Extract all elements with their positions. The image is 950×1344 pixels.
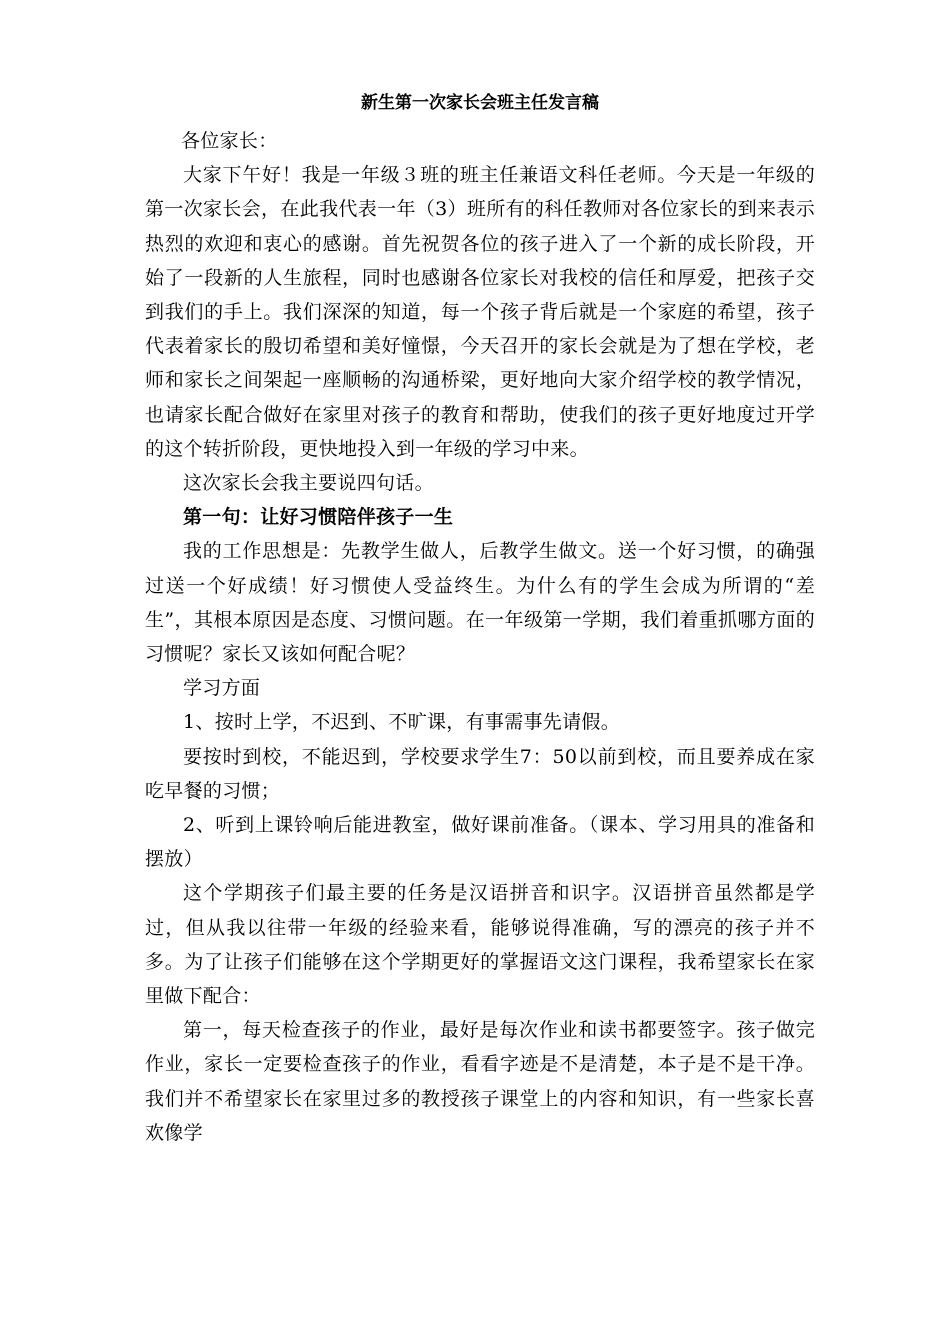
paragraph-homework: 第一，每天检查孩子的作业，最好是每次作业和读书都要签字。孩子做完作业，家长一定要检查孩子的作业，看看字迹是不是清楚，本子是不是干净。我们并不希望家长在家里过多的教授孩子课堂上的内容和知识，有一些家长喜欢像学 (145, 1019, 815, 1144)
paragraph-intro: 这次家长会我主要说四句话。 (183, 472, 434, 495)
document-title: 新生第一次家长会班主任发言稿 (361, 93, 599, 113)
paragraph-arrival-time: 要按时到校，不能迟到，学校要求学生7：50以前到校，而且要养成在家吃早餐的习惯； (145, 745, 815, 802)
paragraph-greeting: 大家下午好！我是一年级３班的班主任兼语文科任老师。今天是一年级的第一次家长会，在此我代表一年（3）班所有的科任教师对各位家长的到来表示热烈的欢迎和衷心的感谢。首先祝贺各位的孩子进入了一个新的成长阶段，开始了一段新的人生旅程，同时也感谢各位家长对我校的信任和厚爱，把孩子交到我们的手上。我们深深的知道，每一个孩子背后就是一个家庭的希望，孩子代表着家长的殷切希望和美好憧憬，今天召开的家长会就是为了想在学校，老师和家长之间架起一座顺畅的沟通桥梁，更好地向大家介绍学校的教学情况，也请家长配合做好在家里对孩子的教育和帮助，使我们的孩子更好地度过开学的这个转折阶段，更快地投入到一年级的学习中来。 (145, 164, 815, 460)
paragraph-pinyin: 这个学期孩子们最主要的任务是汉语拼音和识字。汉语拼音虽然都是学过，但从我以往带一年级的经验来看，能够说得准确，写的漂亮的孩子并不多。为了让孩子们能够在这个学期更好的掌握语文这门课程，我希望家长在家里做下配合： (145, 882, 815, 1008)
section-heading-1: 第一句：让好习惯陪伴孩子一生 (183, 506, 454, 529)
list-item-1: 1、按时上学，不迟到、不旷课，有事需事先请假。 (183, 711, 620, 734)
paragraph-habits: 我的工作思想是：先教学生做人，后教学生做文。送一个好习惯，的确强过送一个好成绩！好习惯使人受益终生。为什么有的学生会成为所谓的“差生”，其根本原因是态度、习惯问题。在一年级第一学期，我们着重抓哪方面的习惯呢？家长又该如何配合呢？ (145, 540, 815, 666)
subheading-study: 学习方面 (183, 677, 261, 700)
salutation: 各位家长： (181, 130, 278, 152)
list-item-2: 2、听到上课铃响后能进教室，做好课前准备。（课本、学习用具的准备和摆放） (145, 814, 815, 871)
document-page (145, 92, 815, 1150)
